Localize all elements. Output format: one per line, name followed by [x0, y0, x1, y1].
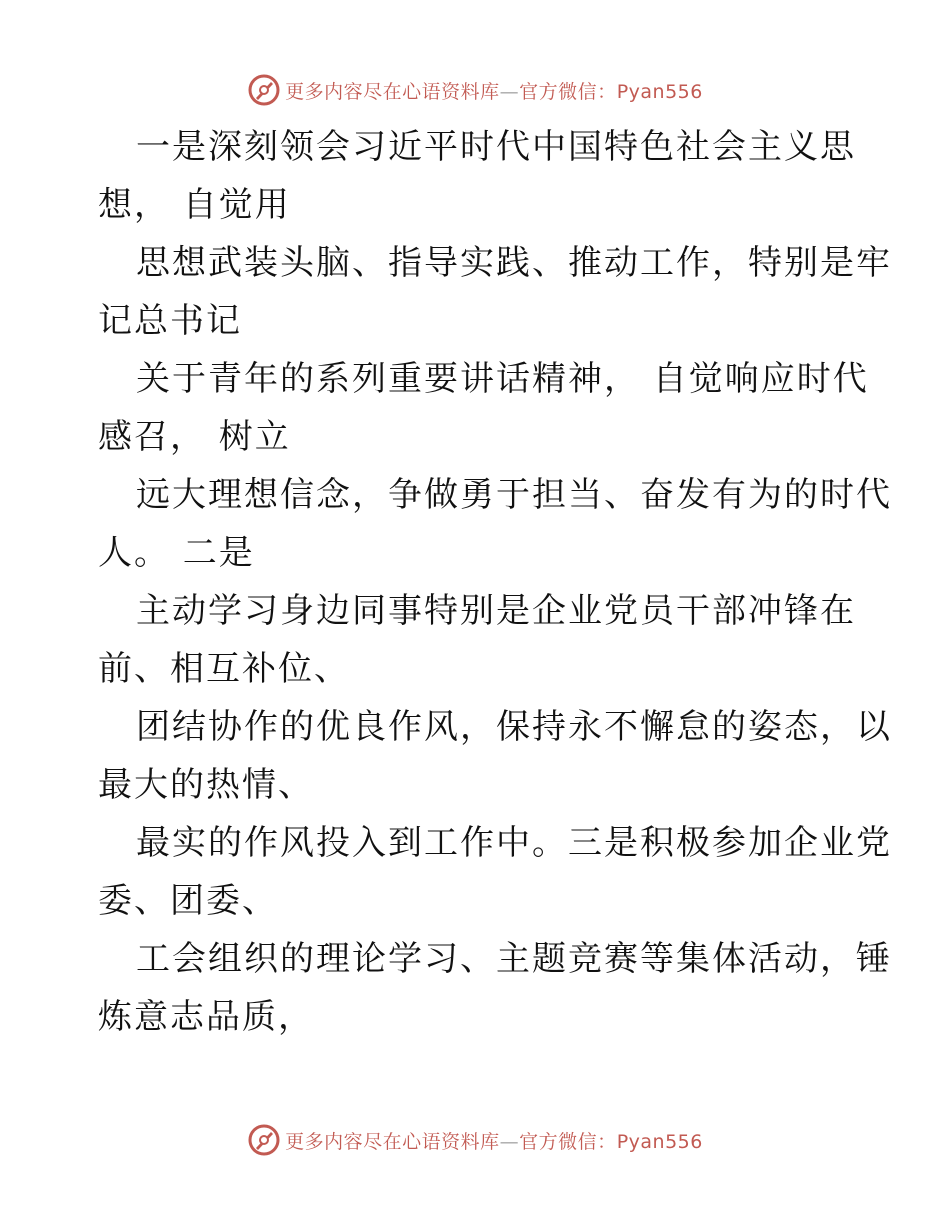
text-line: 关于青年的系列重要讲话精神， 自觉响应时代	[136, 359, 869, 399]
text-line: 想， 自觉用	[98, 185, 291, 225]
banner-text	[285, 77, 703, 104]
banner-site-text: 更多内容尽在心语资料库	[285, 1130, 500, 1153]
text-line: 主动学习身边同事特别是企业党员干部冲锋在	[136, 591, 856, 631]
text-line: 炼意志品质，	[98, 997, 314, 1037]
quill-pen-logo-icon	[247, 1123, 281, 1157]
banner-contact-text: 官方微信：	[519, 1130, 617, 1153]
text-line: 最实的作风投入到工作中。三是积极参加企业党	[136, 823, 892, 863]
text-line: 一是深刻领会习近平时代中国特色社会主义思	[136, 127, 856, 167]
quill-pen-logo-icon	[247, 73, 281, 107]
footer-banner	[0, 1120, 950, 1160]
header-banner	[0, 70, 950, 110]
banner-dash: —	[499, 1130, 520, 1153]
text-line: 记总书记	[98, 301, 242, 341]
document-body	[98, 118, 892, 1046]
banner-text	[285, 1127, 703, 1154]
text-line: 人。 二是	[98, 533, 255, 573]
text-line: 远大理想信念，争做勇于担当、奋发有为的时代	[136, 475, 892, 515]
text-line: 委、团委、	[98, 881, 278, 921]
banner-dash: —	[499, 80, 520, 103]
banner-handle: Pyan556	[616, 1130, 703, 1153]
text-line: 最大的热情、	[98, 765, 314, 805]
banner-handle: Pyan556	[616, 80, 703, 103]
text-line: 工会组织的理论学习、主题竞赛等集体活动，锤	[136, 939, 892, 979]
text-line: 思想武装头脑、指导实践、推动工作，特别是牢	[136, 243, 892, 283]
text-line: 前、相互补位、	[98, 649, 350, 689]
banner-site-text: 更多内容尽在心语资料库	[285, 80, 500, 103]
text-line: 团结协作的优良作风，保持永不懈怠的姿态，以	[136, 707, 892, 747]
text-line: 感召， 树立	[98, 417, 291, 457]
banner-contact-text: 官方微信：	[519, 80, 617, 103]
